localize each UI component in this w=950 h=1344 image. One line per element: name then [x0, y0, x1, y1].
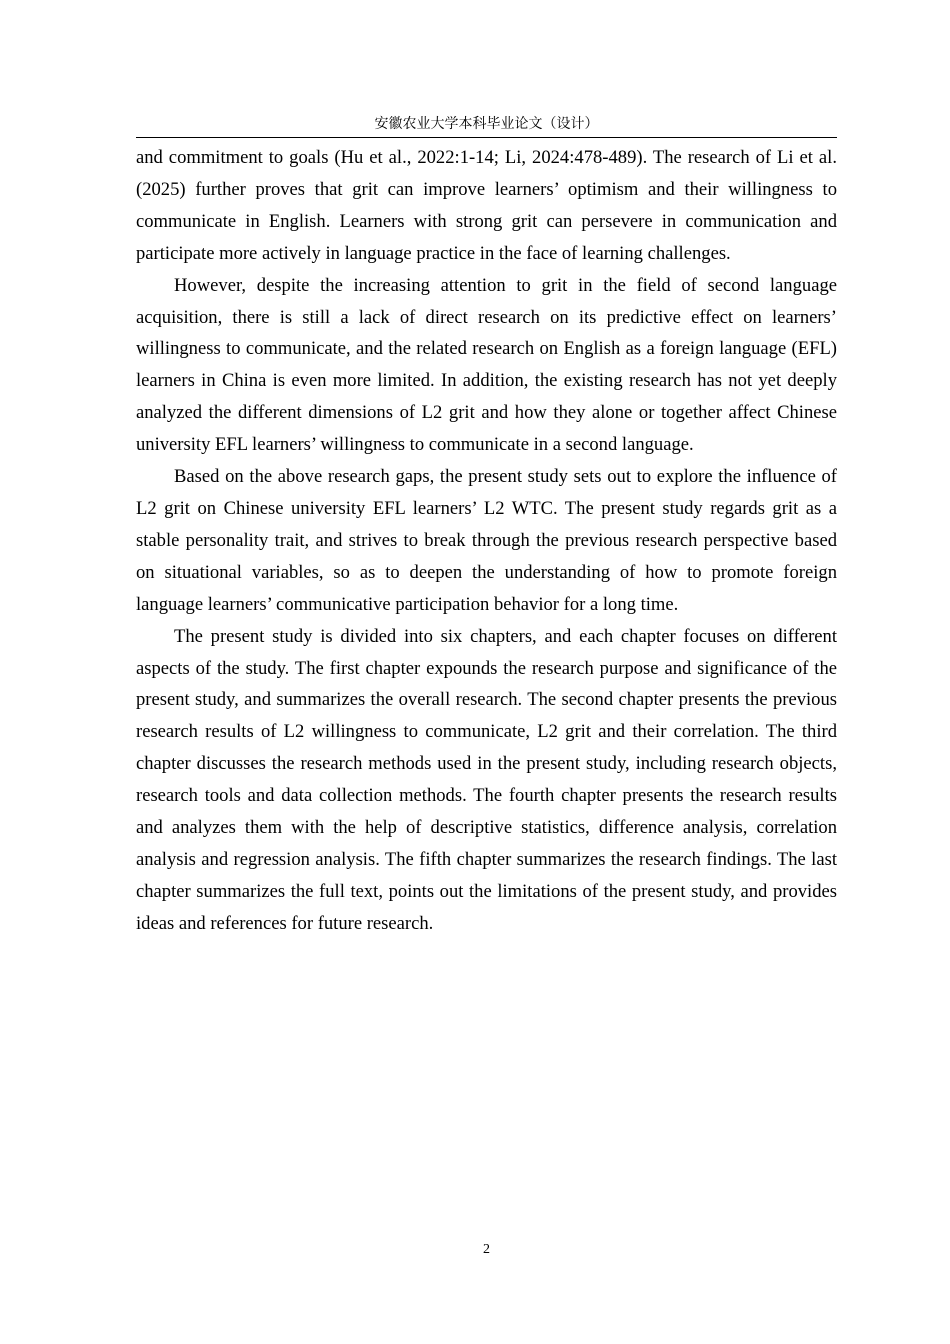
page-header: 安徽农业大学本科毕业论文（设计） [374, 116, 599, 132]
paragraph-study-purpose: Based on the above research gaps, the present study sets out to explore the influence of L2 grit on Chinese university EFL learners’ L2 WTC. The present study regards grit as a stable personality trait, and strives to break through the previous research perspective based on situational variables, so as to deepen the understanding of how to promote foreign language learners’ communicative participation behavior for a long time. [136, 466, 837, 615]
header-rule [136, 137, 837, 138]
page-number: 2 [483, 1242, 490, 1257]
paragraph-continuation: and commitment to goals (Hu et al., 2022:1-14; Li, 2024:478-489). The research of Li et al. (2025) further proves that grit can improve learners’ optimism and their willingness to communicate in English. Learners with strong grit can persevere in communication and participate more actively in language practice in the face of learning challenges. [136, 147, 837, 264]
paragraph-research-gap: However, despite the increasing attention to grit in the field of second language acquisition, there is still a lack of direct research on its predictive effect on learners’ willingness to communicate, and the related research on English as a foreign language (EFL) learners in China is even more limited. In addition, the existing research has not yet deeply analyzed the different dimensions of L2 grit and how they alone or together affect Chinese university EFL learners’ willingness to communicate in a second language. [136, 274, 837, 456]
paragraph-chapter-structure: The present study is divided into six chapters, and each chapter focuses on different aspects of the study. The first chapter expounds the research purpose and significance of the present study, and summarizes the overall research. The second chapter presents the previous research results of L2 willingness to communicate, L2 grit and their correlation. The third chapter discusses the research methods used in the present study, including research objects, research tools and data collection methods. The fourth chapter presents the research results and analyzes them with the help of descriptive statistics, difference analysis, correlation analysis and regression analysis. The fifth chapter summarizes the research findings. The last chapter summarizes the full text, points out the limitations of the present study, and provides ideas and references for future research. [136, 625, 837, 934]
document-body [136, 142, 837, 940]
